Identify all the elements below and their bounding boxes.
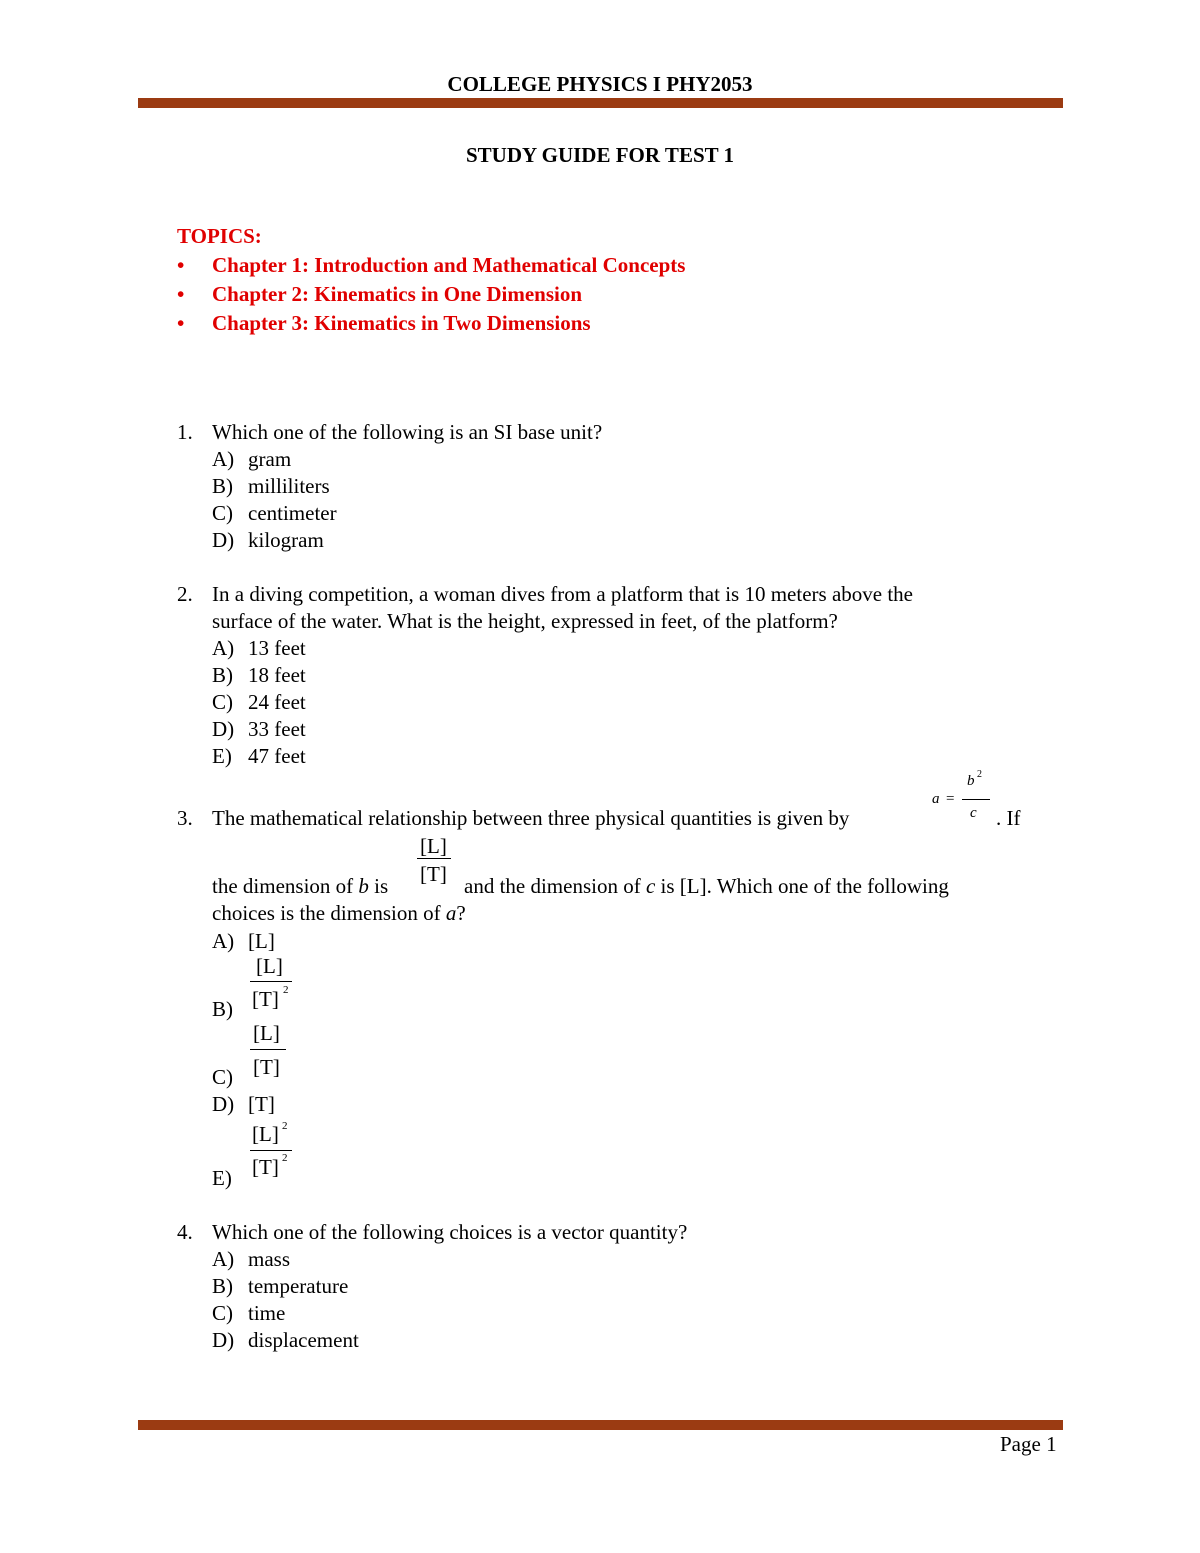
question-text: Which one of the following is an SI base unit? [212, 420, 603, 444]
variable-b: b [358, 874, 369, 898]
question-text: Which one of the following choices is a vector quantity? [212, 1220, 688, 1244]
fraction-denominator: [T] [252, 987, 279, 1011]
answer-option [212, 689, 306, 716]
question-number: 3. [177, 806, 193, 830]
answer-option [212, 635, 306, 662]
option-letter: D) [212, 1328, 235, 1352]
text-segment: is [L]. Which one of the following [660, 874, 949, 898]
option-c-fraction [250, 1021, 288, 1083]
question-text: The mathematical relationship between three physical quantities is given by [212, 806, 850, 830]
answer-option [212, 527, 324, 554]
answer-option [212, 1091, 275, 1118]
question-text: surface of the water. What is the height, expressed in feet, of the platform? [212, 609, 838, 633]
topic-text: Chapter 1: Introduction and Mathematical Concepts [212, 253, 686, 277]
guide-title: STUDY GUIDE FOR TEST 1 [465, 143, 735, 167]
fraction-numerator: [L] [253, 1021, 280, 1045]
text-segment: the dimension of [212, 874, 354, 898]
bullet-icon: • [177, 282, 185, 306]
formula-lhs: a [932, 791, 940, 807]
option-letter: B) [212, 1274, 233, 1298]
option-letter: D) [212, 1092, 235, 1116]
fraction-denominator: [T] [253, 1055, 280, 1079]
answer-option [212, 1327, 359, 1354]
option-text: kilogram [248, 528, 324, 552]
option-letter: C) [212, 501, 233, 525]
fraction-numerator: [L] [420, 834, 447, 858]
fraction-bar [250, 1150, 292, 1151]
option-text: centimeter [248, 501, 337, 525]
option-b-fraction [250, 954, 294, 1016]
option-text: 33 feet [248, 717, 306, 741]
text-segment: and the dimension of [464, 874, 641, 898]
fraction-numerator: [L] [256, 954, 283, 978]
option-text: 13 feet [248, 636, 306, 660]
formula-denominator: c [970, 805, 977, 821]
fraction-bar [250, 981, 292, 982]
option-text: displacement [248, 1328, 359, 1352]
text-segment: is [374, 874, 389, 898]
formula-a-equals-b2-over-c [932, 769, 996, 831]
option-text: 47 feet [248, 744, 306, 768]
header-rule [138, 98, 1063, 108]
formula-numerator: b [967, 773, 975, 789]
text-segment: choices is the dimension of [212, 901, 441, 925]
option-e-fraction [250, 1120, 294, 1184]
question-number: 1. [177, 420, 193, 444]
variable-a: a [445, 901, 457, 925]
answer-option [212, 716, 306, 743]
question-text-continued: . If [996, 806, 1021, 830]
question-text: In a diving competition, a woman dives from a platform that is 10 meters above the [212, 582, 913, 606]
option-text: mass [248, 1247, 290, 1271]
option-text: [L] [248, 929, 275, 953]
bullet-icon: • [177, 253, 185, 277]
option-text: time [248, 1301, 286, 1325]
answer-option [212, 473, 330, 500]
option-letter: A) [212, 1247, 235, 1271]
formula-numerator-exponent: 2 [977, 769, 982, 780]
fraction-numerator: [L] [252, 1122, 279, 1146]
option-letter: A) [212, 929, 235, 953]
question-text [212, 900, 466, 927]
option-letter: B) [212, 474, 233, 498]
answer-option [212, 1273, 348, 1300]
option-letter: A) [212, 447, 235, 471]
topics-heading: TOPICS: [177, 224, 262, 248]
option-letter: A) [212, 636, 235, 660]
page-number: Page 1 [1000, 1432, 1057, 1456]
option-text: [T] [248, 1092, 275, 1116]
option-letter: C) [212, 690, 233, 714]
option-letter: D) [212, 528, 235, 552]
option-text: gram [248, 447, 292, 471]
text-segment: ? [456, 901, 466, 925]
formula-equals: = [946, 791, 955, 807]
option-letter: B) [212, 663, 233, 687]
option-text: milliliters [248, 474, 330, 498]
option-text: 18 feet [248, 663, 306, 687]
answer-option [212, 500, 337, 527]
option-text: 24 feet [248, 690, 306, 714]
option-text: temperature [248, 1274, 349, 1298]
b-dimension-fraction [417, 834, 453, 892]
option-letter: C) [212, 1065, 233, 1089]
fraction-denominator: [T] [420, 862, 447, 886]
question-number: 2. [177, 582, 193, 606]
option-letter: C) [212, 1301, 233, 1325]
fraction-bar [250, 1049, 286, 1050]
answer-option [212, 1246, 290, 1273]
answer-option [212, 446, 291, 473]
formula-fraction-bar [962, 799, 990, 800]
fraction-exponent: 2 [282, 1152, 288, 1164]
bullet-icon: • [177, 311, 185, 335]
fraction-exponent: 2 [282, 1120, 288, 1132]
fraction-denominator: [T] [252, 1155, 279, 1179]
variable-c: c [645, 874, 656, 898]
answer-option [212, 1300, 285, 1327]
option-letter: D) [212, 717, 235, 741]
course-title: COLLEGE PHYSICS I PHY2053 [447, 72, 753, 96]
option-letter: E) [212, 1166, 232, 1190]
answer-option [212, 662, 306, 689]
topic-text: Chapter 2: Kinematics in One Dimension [212, 282, 583, 306]
answer-option [212, 743, 306, 770]
topic-text: Chapter 3: Kinematics in Two Dimensions [212, 311, 591, 335]
option-letter: E) [212, 744, 232, 768]
fraction-exponent: 2 [283, 984, 289, 996]
question-text [212, 873, 388, 900]
fraction-bar [417, 858, 451, 859]
answer-option [212, 928, 275, 955]
option-letter: B) [212, 997, 233, 1021]
question-number: 4. [177, 1220, 193, 1244]
footer-rule [138, 1420, 1063, 1430]
question-text [464, 873, 949, 900]
